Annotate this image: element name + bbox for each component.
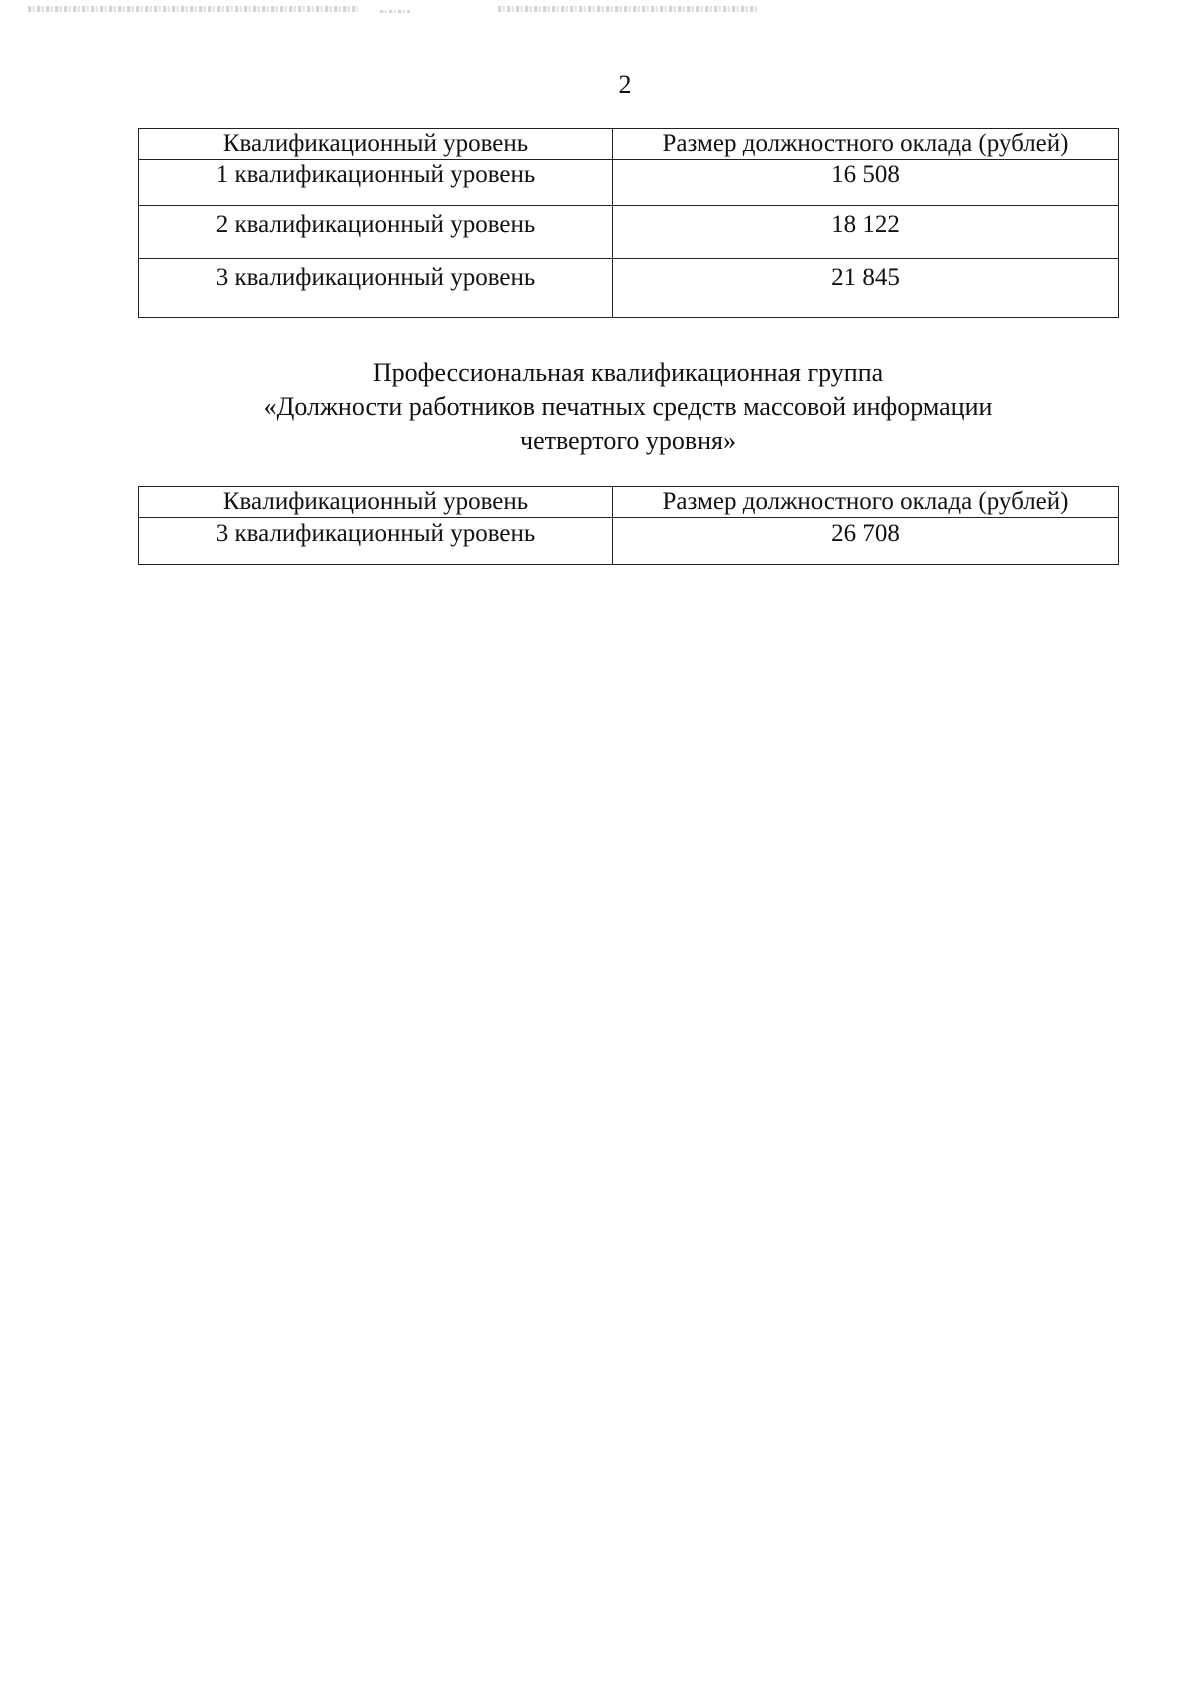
salary-cell: 21 845: [613, 259, 1119, 318]
level-cell: 2 квалификационный уровень: [139, 206, 613, 259]
group-title-line: «Должности работников печатных средств массовой информации: [263, 392, 993, 421]
group-title-line: Профессиональная квалификационная группа: [372, 358, 884, 387]
column-header-salary: Размер должностного оклада (рублей): [613, 129, 1119, 160]
page-number: 2: [618, 70, 632, 99]
scan-artifact: [28, 6, 358, 12]
group-title-line: четвертого уровня»: [520, 426, 736, 455]
salary-cell: 18 122: [613, 206, 1119, 259]
level-cell: 1 квалификационный уровень: [139, 160, 613, 206]
group-title: [138, 356, 1118, 458]
salary-cell: 26 708: [613, 518, 1119, 565]
column-header-level: Квалификационный уровень: [139, 129, 613, 160]
salary-table-2: [138, 486, 1119, 565]
table-header-row: [139, 129, 1119, 160]
table-row: [139, 518, 1119, 565]
table-row: [139, 160, 1119, 206]
scan-artifact: [498, 6, 758, 12]
scan-artifact: [380, 10, 410, 13]
level-cell: 3 квалификационный уровень: [139, 518, 613, 565]
salary-cell: 16 508: [613, 160, 1119, 206]
table-row: [139, 259, 1119, 318]
column-header-salary: Размер должностного оклада (рублей): [613, 487, 1119, 518]
table-header-row: [139, 487, 1119, 518]
column-header-level: Квалификационный уровень: [139, 487, 613, 518]
table-row: [139, 206, 1119, 259]
level-cell: 3 квалификационный уровень: [139, 259, 613, 318]
salary-table-1: [138, 128, 1119, 318]
